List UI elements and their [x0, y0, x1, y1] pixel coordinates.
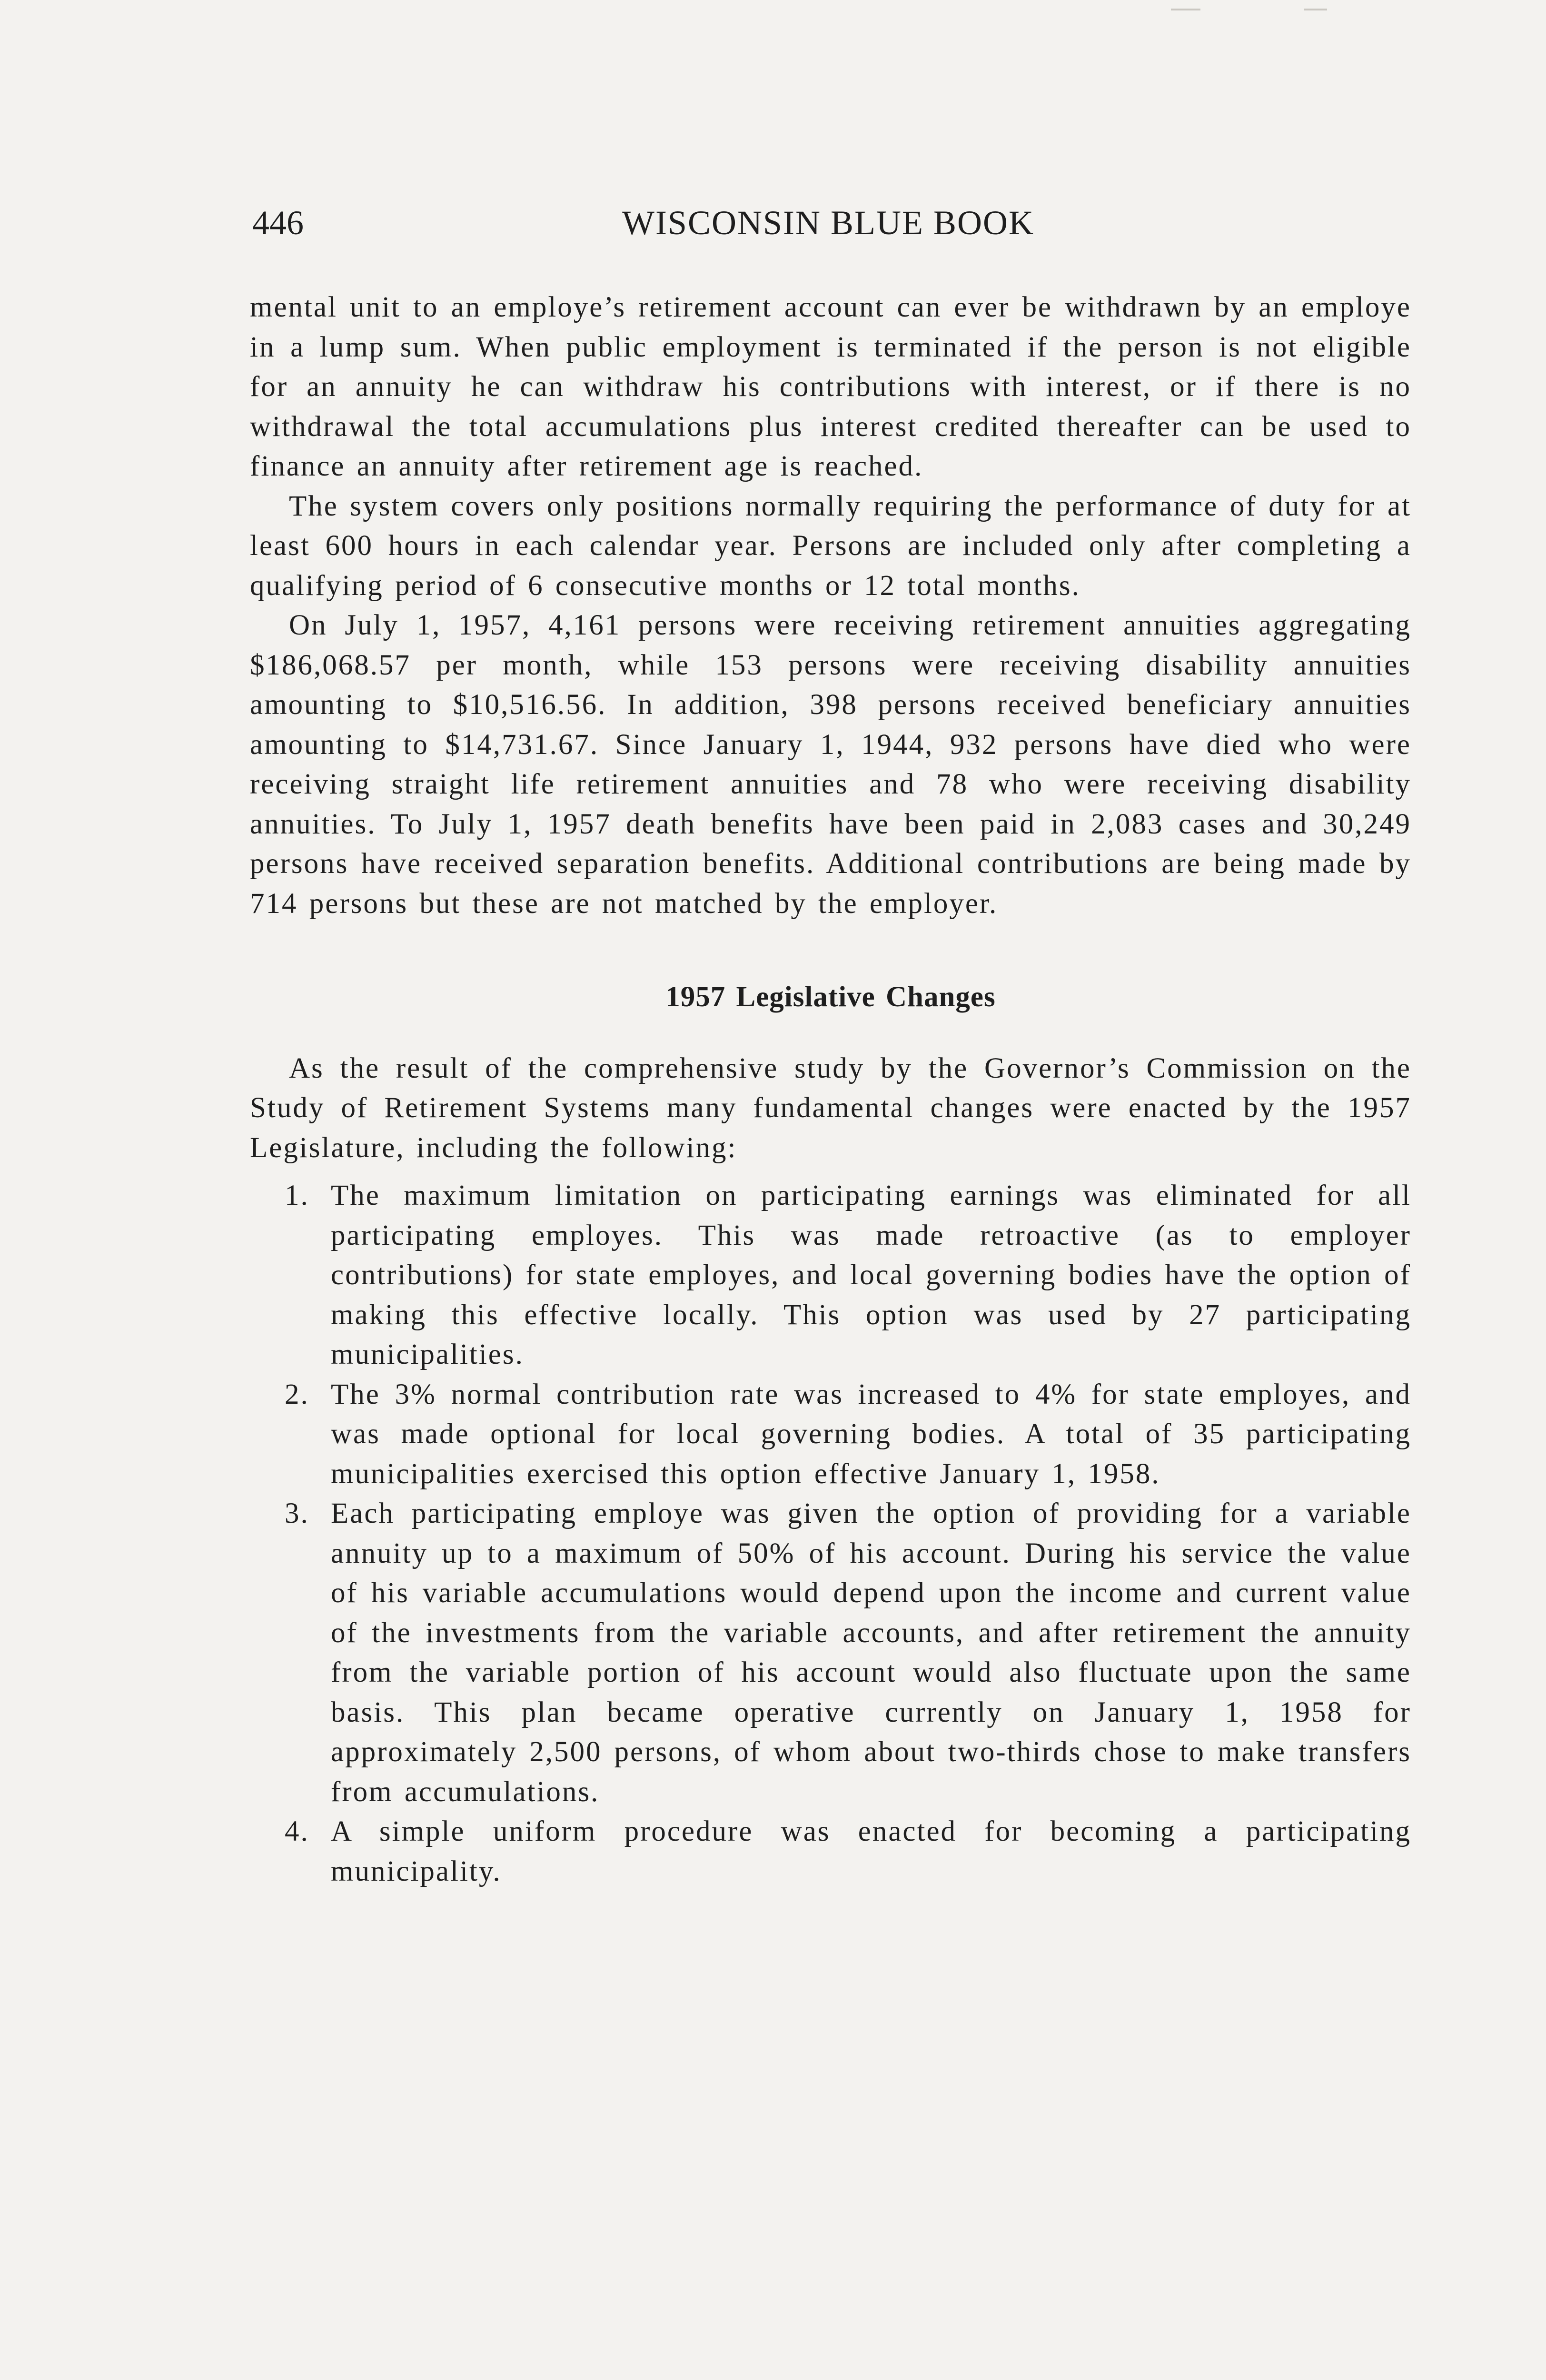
legislative-changes-list [250, 1176, 1411, 1891]
list-item-text: The maximum limitation on participating earnings was eliminated for all participating employes. This was made retroactive (as to employer contributions) for state employes, and local governing bodies have the option of making this effective locally. This option was used by 27 participating municipalities. [331, 1180, 1411, 1370]
running-title: WISCONSIN BLUE BOOK [622, 204, 1034, 242]
list-item-text: A simple uniform procedure was enacted for becoming a participating municipality. [331, 1815, 1411, 1887]
list-item-text: Each participating employe was given the option of providing for a variable annuity up to a maximum of 50% of his account. During his service the value of his variable accumulations would depend upon the income and current value of the investments from the variable accounts, and after retirement the annuity from the variable portion of his account would also fluctuate upon the same basis. This plan became operative currently on January 1, 1958 for approximately 2,500 persons, of whom about two-thirds chose to make transfers from accumulations. [331, 1497, 1411, 1808]
section-heading: 1957 Legislative Changes [665, 981, 996, 1013]
top-scan-mark [1171, 9, 1200, 10]
list-item [250, 1494, 1411, 1812]
top-scan-mark [1304, 9, 1327, 10]
continued-paragraph: mental unit to an employe’s retirement account can ever be withdrawn by an employe in a lump sum. When public employment is terminated if the person is not eligible for an annuity he can withdraw his contributions with interest, or if there is no withdrawal the total accumulations plus interest credited thereafter can be used to finance an annuity after retirement age is reached. [250, 291, 1411, 482]
page-body [250, 288, 1411, 1891]
list-item [250, 1375, 1411, 1494]
paragraph-annuity-statistics: On July 1, 1957, 4,161 persons were receiving retirement annuities aggregating $186,068.57 per month, while 153 persons were receiving disability annuities amounting to $10,516.56. In addition, 398 persons received beneficiary annuities amounting to $14,731.67. Since January 1, 1944, 932 persons have died who were receiving straight life retirement annuities and 78 who were receiving disability annuities. To July 1, 1957 death benefits have been paid in 2,083 cases and 30,249 persons have received separation benefits. Additional contributions are being made by 714 persons but these are not matched by the employer. [250, 609, 1411, 920]
list-number: 2. [285, 1378, 309, 1410]
list-number: 1. [285, 1180, 309, 1211]
list-item [250, 1812, 1411, 1891]
list-item [250, 1176, 1411, 1375]
list-item-text: The 3% normal contribution rate was increased to 4% for state employes, and was made optional for local governing bodies. A total of 35 participating municipalities exercised this option effective January 1, 1958. [331, 1378, 1411, 1490]
list-number: 3. [285, 1497, 309, 1529]
page-number: 446 [252, 204, 304, 242]
section-intro: As the result of the comprehensive study by the Governor’s Commission on the Study of Retirement Systems many fundamental changes were enacted by the 1957 Legislature, including the following: [250, 1052, 1411, 1164]
list-number: 4. [285, 1815, 309, 1847]
paragraph-covered-positions: The system covers only positions normally requiring the performance of duty for at least 600 hours in each calendar year. Persons are included only after completing a qualifying period of 6 consecutive months or 12 total months. [250, 490, 1411, 602]
page-header [252, 206, 1404, 253]
